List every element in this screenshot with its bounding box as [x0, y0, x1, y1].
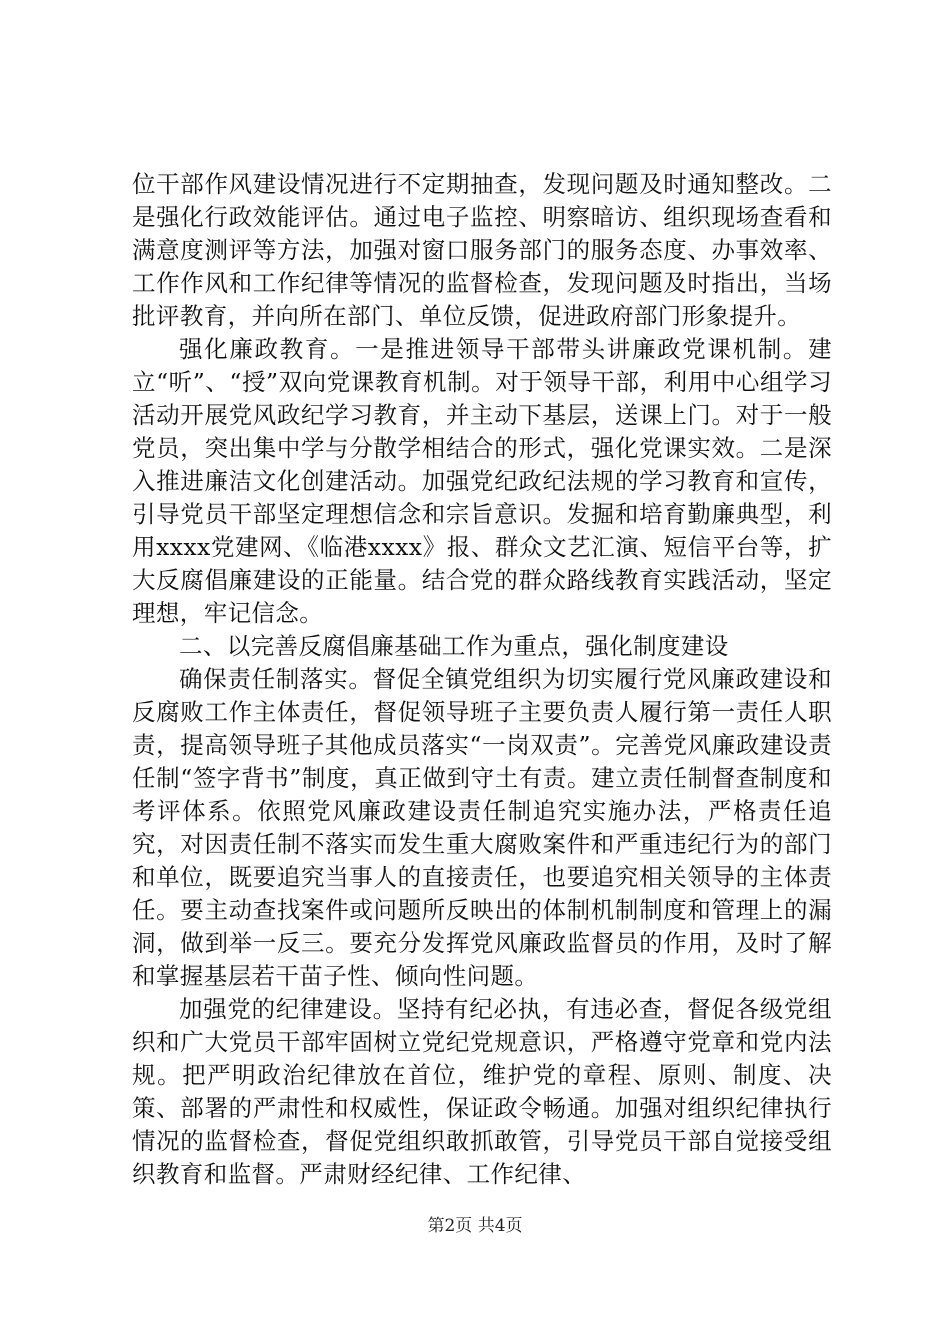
paragraph-continuation: 位干部作风建设情况进行不定期抽查，发现问题及时通知整改。二是强化行政效能评估。通过电子监控、明察暗访、组织现场查看和满意度测评等方法，加强对窗口服务部门的服务态度、办事效率、工作作风和工作纪律等情况的监督检查，发现问题及时指出，当场批评教育，并向所在部门、单位反馈，促进政府部门形象提升。 [132, 170, 832, 330]
paragraph-responsibility-system: 确保责任制落实。督促全镇党组织为切实履行党风廉政建设和反腐败工作主体责任，督促领导班子主要负责人履行第一责任人职责，提高领导班子其他成员落实“一岗双责”。完善党风廉政建设责任制“签字背书”制度，真正做到守土有责。建立责任制督查制度和考评体系。依照党风廉政建设责任制追究实施办法，严格责任追究，对因责任制不落实而发生重大腐败案件和严重违纪行为的部门和单位，既要追究当事人的直接责任，也要追究相关领导的主体责任。要主动查找案件或问题所反映出的体制机制制度和管理上的漏洞，做到举一反三。要充分发挥党风廉政监督员的作用，及时了解和掌握基层若干苗子性、倾向性问题。 [132, 665, 832, 990]
paragraph-discipline-building: 加强党的纪律建设。坚持有纪必执，有违必查，督促各级党组织和广大党员干部牢固树立党纪党规意识，严格遵守党章和党内法规。把严明政治纪律放在首位，维护党的章程、原则、制度、决策、部署的严肃性和权威性，保证政令畅通。加强对组织纪律执行情况的监督检查，督促党组织敢抓敢管，引导党员干部自觉接受组织教育和监督。严肃财经纪律、工作纪律、 [132, 995, 832, 1188]
section-heading: 二、以完善反腐倡廉基础工作为重点，强化制度建设 [179, 632, 729, 660]
page-footer: 第2页 共4页 [427, 1216, 523, 1236]
document-body [132, 168, 832, 1191]
paragraph-integrity-education: 强化廉政教育。一是推进领导干部带头讲廉政党课机制。建立“听”、“授”双向党课教育机制。对于领导干部，利用中心组学习活动开展党风政纪学习教育，并主动下基层，送课上门。对于一般党员，突出集中学与分散学相结合的形式，强化党课实效。二是深入推进廉洁文化创建活动。加强党纪政纪法规的学习教育和宣传，引导党员干部坚定理想信念和宗旨意识。发掘和培育勤廉典型，利用xxxx党建网、《临港xxxx》报、群众文艺汇演、短信平台等，扩大反腐倡廉建设的正能量。结合党的群众路线教育实践活动，坚定理想，牢记信念。 [132, 335, 832, 627]
